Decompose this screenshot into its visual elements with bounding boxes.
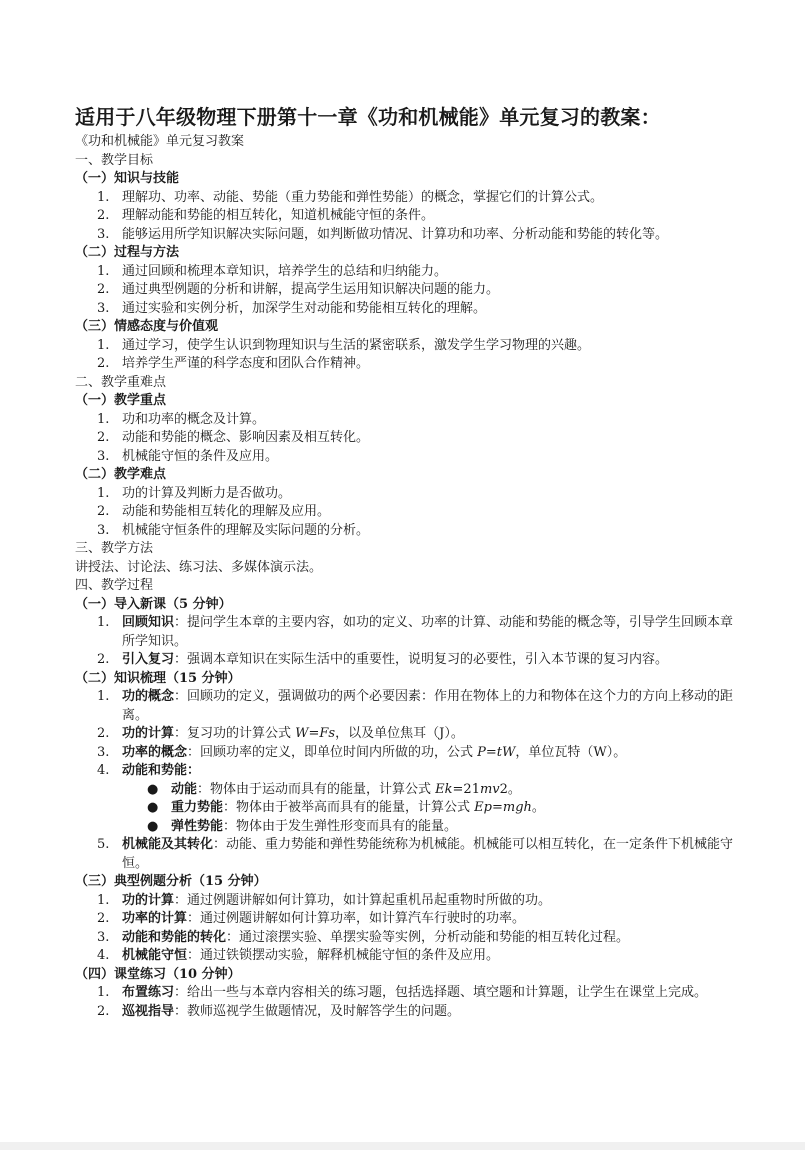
subsection-heading: （一）教学重点	[75, 393, 167, 408]
list-item: 1. 回顾知识：提问学生本章的主要内容，如功的定义、功率的计算、动能和势能的概念等，引导学生回顾本章所学知识。	[97, 615, 734, 649]
list-item: 3. 功率的概念：回顾功率的定义，即单位时间内所做的功，公式 P=tW，单位瓦特（W）。	[75, 744, 735, 763]
list-item: 3. 动能和势能的转化：通过滚摆实验、单摆实验等实例，分析动能和势能的相互转化过程。	[75, 929, 735, 948]
list-item: 1. 功的概念：回顾功的定义，强调做功的两个必要因素：作用在物体上的力和物体在这个力的方向上移动的距离。	[97, 689, 734, 723]
item-label: 动能和势能的转化	[122, 929, 227, 945]
list-item: 2. 功率的计算：通过例题讲解如何计算功率，如计算汽车行驶时的功率。	[75, 910, 735, 929]
list-item: 2. 动能和势能的概念、影响因素及相互转化。	[75, 429, 735, 448]
item-number: 3.	[97, 929, 110, 945]
list-item: 2. 通过典型例题的分析和讲解，提高学生运用知识解决问题的能力。	[75, 281, 735, 300]
item-number: 2.	[97, 652, 110, 667]
section-heading-process: 四、教学过程	[75, 578, 154, 593]
list-item: 2. 动能和势能相互转化的理解及应用。	[75, 503, 735, 522]
subsection-heading: （一）导入新课（5 分钟）	[75, 596, 232, 612]
item-number: 2.	[97, 282, 110, 297]
item-number: 4.	[97, 763, 110, 778]
item-label: 重力势能	[171, 800, 224, 815]
item-label: 功率的计算	[122, 911, 188, 926]
subsection-heading: （二）教学难点	[75, 467, 167, 482]
bullet-item: ● 重力势能：物体由于被举高而具有的能量，计算公式 Ep=mgh。	[75, 799, 735, 818]
section-heading-key-points: 二、教学重难点	[75, 374, 167, 390]
list-item: 2. 理解动能和势能的相互转化，知道机械能守恒的条件。	[75, 207, 735, 226]
list-item: 1. 功和功率的概念及计算。	[75, 411, 735, 430]
item-number: 2.	[97, 504, 110, 519]
item-label: 引入复习	[122, 652, 175, 667]
item-label: 回顾知识	[122, 615, 175, 630]
item-number: 3.	[97, 448, 110, 464]
section-heading-objectives: 一、教学目标	[75, 152, 154, 168]
list-item: 3. 机械能守恒条件的理解及实际问题的分析。	[75, 522, 735, 541]
list-item: 3. 通过实验和实例分析，加深学生对动能和势能相互转化的理解。	[75, 300, 735, 319]
item-label: 动能和势能	[122, 763, 188, 778]
item-number: 1.	[97, 337, 110, 353]
list-item: 4. 动能和势能：	[75, 762, 735, 781]
document-content	[75, 103, 735, 1021]
list-item: 3. 机械能守恒的条件及应用。	[75, 448, 735, 467]
bullet-item: ● 动能：物体由于运动而具有的能量，计算公式 Ek=21mv2。	[75, 781, 735, 800]
item-number: 1.	[97, 263, 110, 279]
list-item: 1. 通过回顾和梳理本章知识，培养学生的总结和归纳能力。	[75, 263, 735, 282]
formula: W=Fs	[295, 726, 336, 741]
list-item: 2. 培养学生严谨的科学态度和团队合作精神。	[75, 355, 735, 374]
item-label: 弹性势能	[171, 818, 224, 834]
list-item: 1. 通过学习，使学生认识到物理知识与生活的紧密联系，激发学生学习物理的兴趣。	[75, 337, 735, 356]
subsection-heading: （一）知识与技能	[75, 171, 180, 186]
subsection-heading: （四）课堂练习（10 分钟）	[75, 966, 241, 982]
item-label: 功的计算	[122, 892, 175, 908]
item-number: 1.	[97, 189, 110, 205]
section-heading-methods: 三、教学方法	[75, 541, 154, 556]
item-number: 1.	[97, 411, 110, 427]
item-number: 3.	[97, 300, 110, 316]
list-item: 4. 机械能守恒：通过铁锁摆动实验，解释机械能守恒的条件及应用。	[75, 947, 735, 966]
item-number: 1.	[97, 615, 110, 630]
formula: Ep=mgh	[474, 800, 532, 815]
subsection-heading: （二）过程与方法	[75, 245, 180, 260]
item-label: 功的计算	[122, 726, 175, 741]
item-label: 机械能守恒	[122, 948, 188, 963]
formula: P=tW	[477, 744, 516, 760]
item-number: 1.	[97, 985, 110, 1000]
item-number: 3.	[97, 744, 110, 760]
item-label: 巡视指导	[122, 1003, 175, 1019]
list-item: 1. 功的计算：通过例题讲解如何计算功，如计算起重机吊起重物时所做的功。	[75, 892, 735, 911]
list-item: 2. 巡视指导：教师巡视学生做题情况，及时解答学生的问题。	[75, 1003, 735, 1022]
methods-text: 讲授法、讨论法、练习法、多媒体演示法。	[75, 559, 323, 575]
item-number: 2.	[97, 911, 110, 926]
subsection-heading: （三）典型例题分析（15 分钟）	[75, 874, 267, 889]
item-label: 动能	[171, 781, 198, 797]
document-subtitle: 《功和机械能》单元复习教案	[75, 134, 245, 149]
formula: Ek	[435, 781, 453, 797]
subsection-heading: （三）情感态度与价值观	[75, 319, 219, 334]
bullet-dot-icon: ●	[147, 818, 159, 834]
item-number: 4.	[97, 948, 110, 963]
item-label: 布置练习	[122, 985, 175, 1000]
list-item: 1. 布置练习：给出一些与本章内容相关的练习题，包括选择题、填空题和计算题，让学生在课堂上完成。	[75, 984, 735, 1003]
list-item: 2. 引入复习：强调本章知识在实际生活中的重要性，说明复习的必要性，引入本节课的复习内容。	[75, 651, 735, 670]
item-label: 功率的概念	[122, 744, 188, 760]
item-number: 3.	[97, 226, 110, 242]
item-number: 2.	[97, 430, 110, 445]
formula: mv	[479, 781, 500, 797]
list-item: 2. 功的计算：复习功的计算公式 W=Fs，以及单位焦耳（J）。	[75, 725, 735, 744]
list-item: 5. 机械能及其转化：动能、重力势能和弹性势能统称为机械能。机械能可以相互转化，在一定条件下机械能守恒。	[97, 837, 734, 871]
item-number: 2.	[97, 1003, 110, 1019]
item-label: 机械能及其转化	[122, 837, 214, 852]
bullet-dot-icon: ●	[147, 781, 159, 797]
item-number: 1.	[97, 485, 110, 501]
list-item: 3. 能够运用所学知识解决实际问题，如判断做功情况、计算功和功率、分析动能和势能的转化等。	[75, 226, 735, 245]
subsection-heading: （二）知识梳理（15 分钟）	[75, 670, 241, 686]
document-title: 适用于八年级物理下册第十一章《功和机械能》单元复习的教案：	[75, 105, 661, 129]
item-number: 2.	[97, 356, 110, 371]
list-item: 1. 理解功、功率、动能、势能（重力势能和弹性势能）的概念，掌握它们的计算公式。	[75, 189, 735, 208]
item-number: 1.	[97, 892, 110, 908]
item-number: 2.	[97, 208, 110, 223]
item-label: 功的概念	[122, 689, 175, 704]
item-number: 3.	[97, 522, 110, 538]
item-number: 2.	[97, 726, 110, 741]
list-item: 1. 功的计算及判断力是否做功。	[75, 485, 735, 504]
item-number: 1.	[97, 689, 110, 704]
bullet-dot-icon: ●	[147, 800, 159, 815]
item-number: 5.	[97, 837, 110, 852]
bullet-item: ● 弹性势能：物体由于发生弹性形变而具有的能量。	[75, 818, 735, 837]
